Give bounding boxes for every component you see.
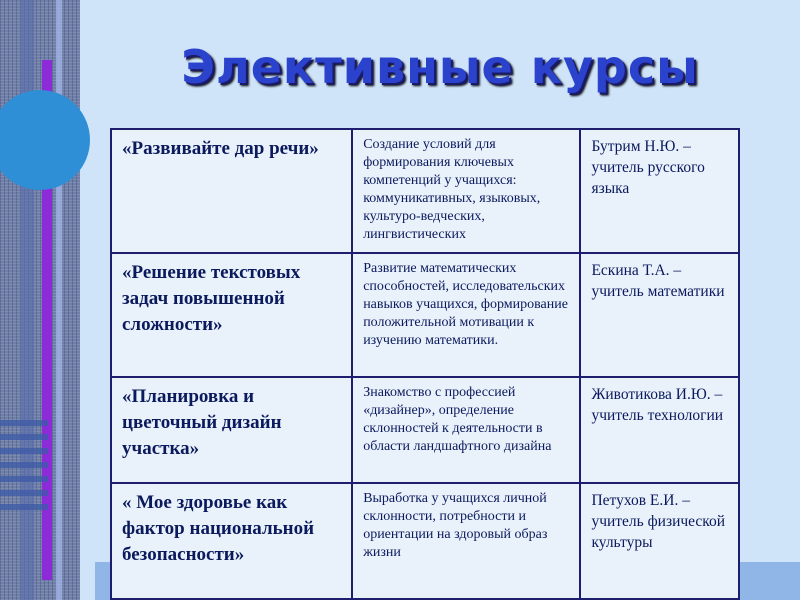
table-row — [111, 483, 739, 599]
course-name-cell: «Решение текстовых задач повышенной сложности» — [111, 253, 352, 377]
decorative-stripes — [0, 420, 48, 510]
table-row — [111, 253, 739, 377]
table-row — [111, 129, 739, 253]
course-teacher-cell: Животикова И.Ю. – учитель технологии — [580, 377, 739, 483]
course-name-cell: « Мое здоровье как фактор национальной безопасности» — [111, 483, 352, 599]
decorative-bar — [56, 0, 62, 600]
table-row — [111, 377, 739, 483]
course-goal-cell: Развитие математических способностей, исследовательских навыков учащихся, формирование положительной мотивации к изучению математики. — [352, 253, 580, 377]
course-teacher-cell: Ескина Т.А. – учитель математики — [580, 253, 739, 377]
course-goal-cell: Знакомство с профессией «дизайнер», определение склонностей к деятельности в области ландшафтного дизайна — [352, 377, 580, 483]
course-name-cell: «Планировка и цветочный дизайн участка» — [111, 377, 352, 483]
slide-title: Элективные курсы — [181, 40, 699, 94]
course-goal-cell: Создание условий для формирования ключевых компетенций у учащихся: коммуникативных, языковых, культуро-ведческих, лингвистических — [352, 129, 580, 253]
course-teacher-cell: Бутрим Н.Ю. – учитель русского языка — [580, 129, 739, 253]
course-teacher-cell: Петухов Е.И. – учитель физической культуры — [580, 483, 739, 599]
course-name-cell: «Развивайте дар речи» — [111, 129, 352, 253]
courses-table — [110, 128, 740, 600]
course-goal-cell: Выработка у учащихся личной склонности, потребности и ориентации на здоровый образ жизни — [352, 483, 580, 599]
